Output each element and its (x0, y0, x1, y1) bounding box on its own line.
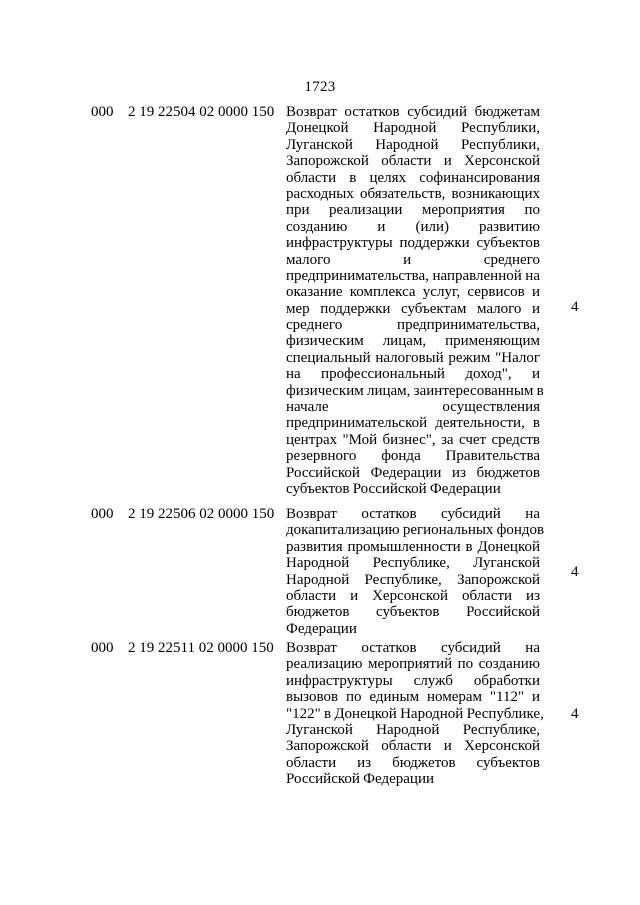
description-line: Запорожской области и Херсонской (286, 153, 540, 170)
description-line: области и Херсонской области из (286, 587, 540, 604)
description-line: области в целях софинансирования (286, 169, 540, 186)
budget-classification-code: 2 19 22504 02 0000 150 (128, 104, 275, 120)
description-line: Запорожской области и Херсонской (286, 738, 540, 755)
description-line: на профессиональный доход", и (286, 366, 540, 383)
budget-classification-code: 2 19 22511 02 0000 150 (128, 640, 274, 656)
budget-classification-code: 2 19 22506 02 0000 150 (128, 506, 275, 522)
description-line: Федерации (286, 620, 357, 637)
admin-code: 000 (91, 104, 114, 120)
description-line: Народной Республике, Запорожской (286, 571, 540, 588)
description-line: центрах "Мой бизнес", за счет средств (286, 431, 540, 448)
description-line: при реализации мероприятия по (286, 202, 540, 219)
description-line: Российской Федерации (286, 771, 435, 788)
description-line: инфраструктуры поддержки субъектов (286, 235, 540, 252)
description-line: начале осуществления (286, 399, 540, 416)
description-line: оказание комплекса услуг, сервисов и (286, 284, 540, 301)
description-line: субъектов Российской Федерации (286, 480, 501, 497)
description-line: Луганской Народной Республике, (286, 721, 540, 738)
description-line: мер поддержки субъектам малого и (286, 300, 540, 317)
description-line: физическим лицам, заинтересованным в (286, 382, 544, 399)
description-line: реализацию мероприятий по созданию (286, 656, 540, 673)
description-line: инфраструктуры служб обработки (286, 672, 540, 689)
description-line: расходных обязательств, возникающих (286, 185, 540, 202)
description-line: Луганской Народной Республики, (286, 136, 540, 153)
description-line: Народной Республике, Луганской (286, 555, 540, 572)
description-line: Донецкой Народной Республики, (286, 120, 540, 137)
row-description (286, 506, 545, 637)
row-description (286, 640, 544, 788)
admin-code: 000 (91, 640, 114, 656)
description-line: Возврат остатков субсидий на (286, 640, 540, 656)
description-line: Возврат остатков субсидий на (286, 506, 540, 522)
description-line: малого и среднего (286, 251, 540, 268)
description-line: "122" в Донецкой Народной Республике, (286, 705, 544, 722)
description-line: специальный налоговый режим "Налог (286, 349, 540, 366)
row-description (286, 104, 544, 497)
description-line: докапитализацию региональных фондов (286, 522, 545, 539)
description-line: бюджетов субъектов Российской (286, 604, 540, 621)
description-line: предпринимательства, направленной на (286, 267, 540, 284)
description-line: Российской Федерации из бюджетов (286, 464, 540, 481)
norm-value: 4 (571, 706, 579, 722)
description-line: развития промышленности в Донецкой (286, 538, 540, 555)
norm-value: 4 (571, 299, 579, 315)
description-line: резервного фонда Правительства (286, 448, 540, 465)
description-line: физическим лицам, применяющим (286, 333, 540, 350)
description-line: области из бюджетов субъектов (286, 754, 540, 771)
description-line: вызовов по единым номерам "112" и (286, 689, 540, 706)
description-line: среднего предпринимательства, (286, 317, 540, 334)
page-number: 1723 (304, 79, 336, 95)
norm-value: 4 (571, 564, 579, 580)
description-line: созданию и (или) развитию (286, 218, 540, 235)
description-line: Возврат остатков субсидий бюджетам (286, 104, 540, 120)
description-line: предпринимательской деятельности, в (286, 415, 540, 432)
admin-code: 000 (91, 506, 114, 522)
